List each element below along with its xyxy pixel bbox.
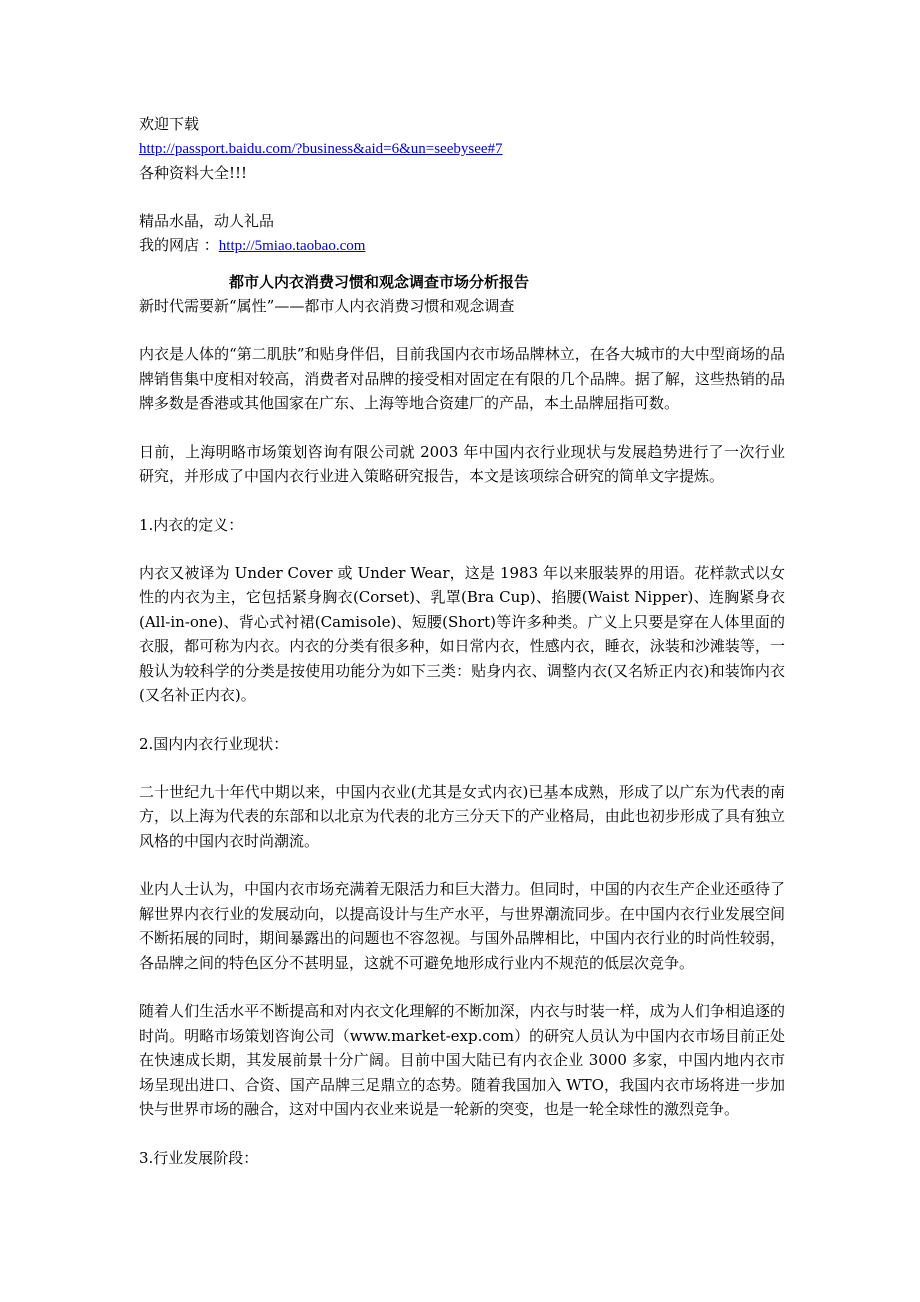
intro-paragraph-1: 内衣是人体的“第二肌肤”和贴身伴侣，目前我国内衣市场品牌林立，在各大城市的大中型商场的品牌销售集中度相对较高，消费者对品牌的接受相对固定在有限的几个品牌。据了解，这些热销的品牌多数是香港或其他国家在广东、上海等地合资建厂的产品，本土品牌屈指可数。 [139, 345, 785, 412]
crystal-text: 精品水晶，动人礼品 [139, 212, 275, 230]
download-link[interactable]: http://passport.baidu.com/?business&aid=6&un=seebysee#7 [139, 141, 503, 157]
welcome-text: 欢迎下载 [139, 115, 200, 133]
section-3-heading: 3.行业发展阶段： [139, 1148, 259, 1167]
document-subtitle: 新时代需要新“属性”——都市人内衣消费习惯和观念调查 [139, 297, 515, 315]
intro-paragraph-2: 日前，上海明略市场策划咨询有限公司就 2003 年中国内衣行业现状与发展趋势进行了一次行业研究，并形成了中国内衣行业进入策略研究报告，本文是该项综合研究的简单文字提炼。 [139, 442, 785, 485]
section-1-heading: 1.内衣的定义： [139, 515, 244, 534]
document-page [139, 112, 785, 1170]
document-title: 都市人内衣消费习惯和观念调查市场分析报告 [229, 273, 530, 291]
section-2-paragraph-1: 二十世纪九十年代中期以来，中国内衣业(尤其是女式内衣)已基本成熟，形成了以广东为代表的南方，以上海为代表的东部和以北京为代表的北方三分天下的产业格局，由此也初步形成了具有独立风格的中国内衣时尚潮流。 [139, 782, 785, 850]
section-2-paragraph-3: 随着人们生活水平不断提高和对内衣文化理解的不断加深，内衣与时装一样，成为人们争相追逐的时尚。明略市场策划咨询公司（www.market-exp.com）的研究人员认为中国内衣市场目前正处在快速成长期，其发展前景十分广阔。目前中国大陆已有内衣企业 3000 多家，中国内地内衣市场呈现出进口、合资、国产品牌三足鼎立的态势。随着我国加入 WTO，我国内衣市场将进一步加快与世界市场的融合，这对中国内衣业来说是一轮新的突变，也是一轮全球性的激烈竞争。 [139, 1002, 785, 1118]
section-2-heading: 2.国内内衣行业现状： [139, 734, 289, 753]
section-2-paragraph-2: 业内人士认为，中国内衣市场充满着无限活力和巨大潜力。但同时，中国的内衣生产企业还亟待了解世界内衣行业的发展动向，以提高设计与生产水平，与世界潮流同步。在中国内衣行业发展空间不断拓展的同时，期间暴露出的问题也不容忽视。与国外品牌相比，中国内衣行业的时尚性较弱，各品牌之间的特色区分不甚明显，这就不可避免地形成行业内不规范的低层次竞争。 [139, 880, 785, 972]
resources-text: 各种资料大全!!! [139, 164, 248, 182]
shop-line [139, 233, 785, 258]
shop-label: 我的网店 ： [139, 236, 219, 254]
section-1-paragraph: 内衣又被译为 Under Cover 或 Under Wear，这是 1983 年以来服装界的用语。花样款式以女性的内衣为主，它包括紧身胸衣(Corset)、乳罩(Bra Cup)、掐腰(Waist Nipper)、连胸紧身衣(All-in-one)、背心式衬裙(Camisole)、短腰(Short)等许多种类。广义上只要是穿在人体里面的衣服，都可称为内衣。内衣的分类有很多种，如日常内衣，性感内衣，睡衣，泳装和沙滩装等，一般认为较科学的分类是按使用功能分为如下三类：贴身内衣、调整内衣(又名矫正内衣)和装饰内衣(又名补正内衣)。 [139, 563, 785, 704]
shop-link[interactable]: http://5miao.taobao.com [218, 238, 366, 254]
